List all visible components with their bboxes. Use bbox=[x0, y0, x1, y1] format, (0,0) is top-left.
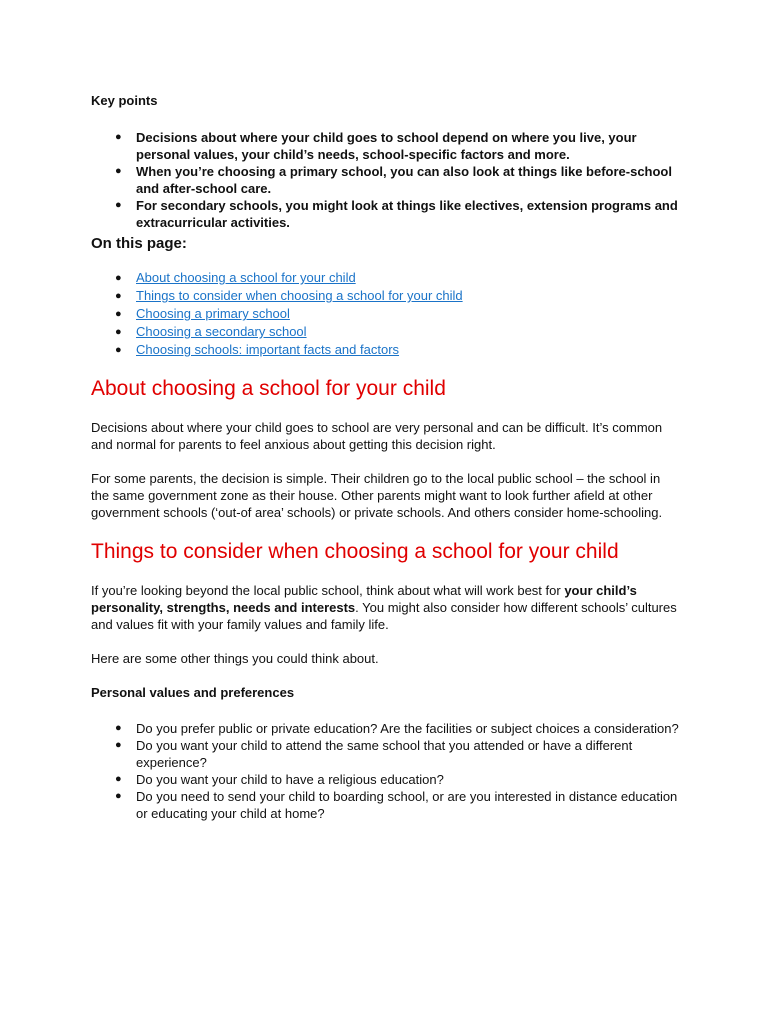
personal-values-heading: Personal values and preferences bbox=[91, 685, 295, 700]
toc-item bbox=[115, 341, 681, 359]
question-text: Do you want your child to attend the same school that you attended or have a different experience? bbox=[136, 738, 633, 770]
on-this-page-heading: On this page: bbox=[91, 235, 187, 252]
question-item bbox=[115, 737, 681, 771]
bullet-icon: ● bbox=[115, 326, 122, 338]
bullet-icon: ● bbox=[115, 790, 122, 802]
question-text: Do you need to send your child to boarding school, or are you interested in distance education or educating your child at home? bbox=[136, 789, 678, 821]
toc-link-about[interactable]: About choosing a school for your child bbox=[136, 270, 356, 285]
bullet-icon: ● bbox=[115, 290, 122, 302]
about-paragraph-1: Decisions about where your child goes to school are very personal and can be difficult. It’s common and normal for parents to feel anxious about getting this decision right. bbox=[91, 420, 663, 452]
consider-paragraph-1: If you’re looking beyond the local public school, think about what will work best for your child’s personality, strengths, needs and interests. You might also consider how different schools’ cultures and values fit with your family values and family life. bbox=[91, 583, 677, 632]
key-point-text: For secondary schools, you might look at things like electives, extension programs and extracurricular activities. bbox=[136, 198, 678, 230]
personal-values-list bbox=[91, 720, 681, 822]
document-page bbox=[91, 92, 681, 822]
toc-item bbox=[115, 269, 681, 287]
bullet-icon: ● bbox=[115, 165, 122, 177]
emphasis-text: your child’s personality, strengths, needs and interests bbox=[91, 583, 637, 615]
key-points-heading: Key points bbox=[91, 93, 158, 108]
toc-link-secondary[interactable]: Choosing a secondary school bbox=[136, 324, 307, 339]
bullet-icon: ● bbox=[115, 131, 122, 143]
key-point-item bbox=[115, 163, 681, 197]
bullet-icon: ● bbox=[115, 344, 122, 356]
question-text: Do you prefer public or private education? Are the facilities or subject choices a consideration? bbox=[136, 721, 679, 736]
toc-item bbox=[115, 323, 681, 341]
question-item bbox=[115, 720, 681, 737]
key-point-text: When you’re choosing a primary school, you can also look at things like before-school and after-school care. bbox=[136, 164, 672, 196]
consider-paragraph-2: Here are some other things you could think about. bbox=[91, 651, 379, 666]
toc-link-facts[interactable]: Choosing schools: important facts and factors bbox=[136, 342, 400, 357]
table-of-contents bbox=[91, 269, 681, 359]
toc-link-things-to-consider[interactable]: Things to consider when choosing a school for your child bbox=[136, 288, 463, 303]
section-heading-about: About choosing a school for your child bbox=[91, 377, 446, 400]
question-item bbox=[115, 771, 681, 788]
question-text: Do you want your child to have a religious education? bbox=[136, 772, 444, 787]
key-point-item bbox=[115, 197, 681, 231]
bullet-icon: ● bbox=[115, 199, 122, 211]
bullet-icon: ● bbox=[115, 739, 122, 751]
key-point-text: Decisions about where your child goes to school depend on where you live, your personal values, your child’s needs, school-specific factors and more. bbox=[136, 130, 637, 162]
bullet-icon: ● bbox=[115, 722, 122, 734]
bullet-icon: ● bbox=[115, 308, 122, 320]
section-heading-things-to-consider: Things to consider when choosing a school for your child bbox=[91, 540, 619, 563]
toc-link-primary[interactable]: Choosing a primary school bbox=[136, 306, 290, 321]
about-paragraph-2: For some parents, the decision is simple. Their children go to the local public school – the school in the same government zone as their house. Other parents might want to look further afield at other government schools (‘out-of area’ schools) or private schools. And others consider home-schooling. bbox=[91, 471, 663, 520]
bullet-icon: ● bbox=[115, 272, 122, 284]
toc-item bbox=[115, 305, 681, 323]
toc-item bbox=[115, 287, 681, 305]
question-item bbox=[115, 788, 681, 822]
key-point-item bbox=[115, 129, 681, 163]
key-points-list bbox=[91, 129, 681, 231]
bullet-icon: ● bbox=[115, 773, 122, 785]
